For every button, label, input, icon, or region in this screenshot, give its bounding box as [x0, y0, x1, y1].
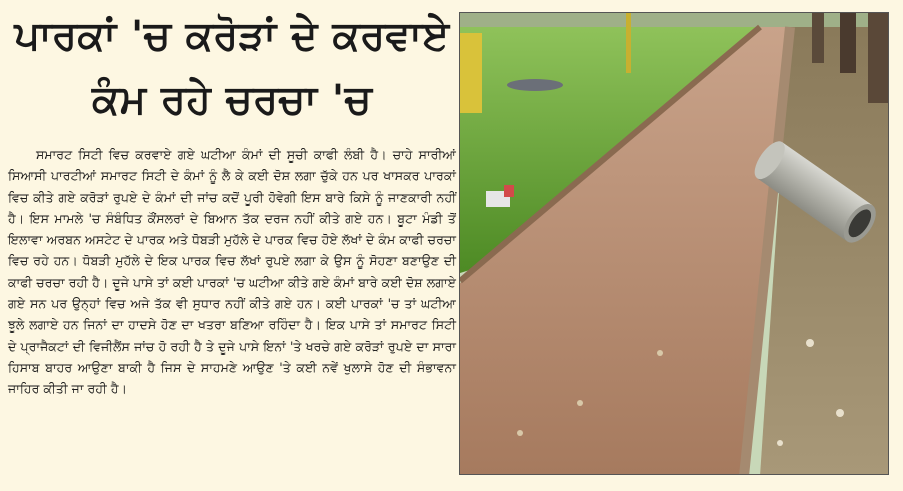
- headline-line-1: ਪਾਰਕਾਂ 'ਚ ਕਰੋੜਾਂ ਦੇ ਕਰਵਾਏ: [14, 13, 450, 59]
- park-photo-illustration: [460, 13, 889, 475]
- headline: [8, 4, 456, 132]
- headline-line-2: ਕੰਮ ਰਹੇ ਚਰਚਾ 'ਚ: [91, 77, 373, 123]
- news-article: [8, 4, 456, 484]
- park-path-photo: [459, 12, 889, 475]
- article-body: ਸਮਾਰਟ ਸਿਟੀ ਵਿਚ ਕਰਵਾਏ ਗਏ ਘਟੀਆ ਕੰਮਾਂ ਦੀ ਸੂਚੀ ਕਾਫੀ ਲੰਬੀ ਹੈ। ਚਾਹੇ ਸਾਰੀਆਂ ਸਿਆਸੀ ਪਾਰਟੀਆਂ ਸਮਾਰਟ ਸਿਟੀ ਦੇ ਕੰਮਾਂ ਨੂੰ ਲੈ ਕੇ ਕਈ ਦੋਸ਼ ਲਗਾ ਚੁੱਕੇ ਹਨ ਪਰ ਖਾਸਕਰ ਪਾਰਕਾਂ ਵਿਚ ਕੀਤੇ ਗਏ ਕਰੋੜਾਂ ਰੁਪਏ ਦੇ ਕੰਮਾਂ ਦੀ ਜਾਂਚ ਕਦੋਂ ਪੂਰੀ ਹੋਵੇਗੀ ਇਸ ਬਾਰੇ ਕਿਸੇ ਨੂੰ ਜਾਣਕਾਰੀ ਨਹੀਂ ਹੈ। ਇਸ ਮਾਮਲੇ 'ਚ ਸੰਬੰਧਿਤ ਕੌਂਸਲਰਾਂ ਦੇ ਬਿਆਨ ਤੱਕ ਦਰਜ ਨਹੀਂ ਕੀਤੇ ਗਏ ਹਨ। ਬੂਟਾ ਮੰਡੀ ਤੋਂ ਇਲਾਵਾ ਅਰਬਨ ਅਸਟੇਟ ਦੇ ਪਾਰਕ ਅਤੇ ਧੋਬੜੀ ਮੁਹੱਲੇ ਦੇ ਪਾਰਕ ਵਿਚ ਹੋਏ ਲੱਖਾਂ ਦੇ ਕੰਮ ਕਾਫੀ ਚਰਚਾ ਵਿਚ ਰਹੇ ਹਨ। ਧੋਬੜੀ ਮੁਹੱਲੇ ਦੇ ਇਕ ਪਾਰਕ ਵਿਚ ਲੱਖਾਂ ਰੁਪਏ ਲਗਾ ਕੇ ਉਸ ਨੂੰ ਸੋਹਣਾ ਬਣਾਉਣ ਦੀ ਕਾਫੀ ਚਰਚਾ ਰਹੀ ਹੈ। ਦੂਜੇ ਪਾਸੇ ਤਾਂ ਕਈ ਪਾਰਕਾਂ 'ਚ ਘਟੀਆ ਕੀਤੇ ਗਏ ਕੰਮਾਂ ਬਾਰੇ ਕਈ ਦੋਸ਼ ਲਗਾਏ ਗਏ ਸਨ ਪਰ ਉਨ੍ਹਾਂ ਵਿਚ ਅਜੇ ਤੱਕ ਵੀ ਸੁਧਾਰ ਨਹੀਂ ਕੀਤੇ ਗਏ ਹਨ। ਕਈ ਪਾਰਕਾਂ 'ਚ ਤਾਂ ਘਟੀਆ ਝੂਲੇ ਲਗਾਏ ਹਨ ਜਿਨਾਂ ਦਾ ਹਾਦਸੇ ਹੋਣ ਦਾ ਖਤਰਾ ਬਣਿਆ ਰਹਿੰਦਾ ਹੈ। ਇਕ ਪਾਸੇ ਤਾਂ ਸਮਾਰਟ ਸਿਟੀ ਦੇ ਪ੍ਰਾਜੈਕਟਾਂ ਦੀ ਵਿਜੀਲੈਂਸ ਜਾਂਚ ਹੋ ਰਹੀ ਹੈ ਤੇ ਦੂਜੇ ਪਾਸੇ ਇਨਾਂ 'ਤੇ ਖਰਚੇ ਗਏ ਕਰੋੜਾਂ ਰੁਪਏ ਦਾ ਸਾਰਾ ਹਿਸਾਬ ਬਾਹਰ ਆਉਣਾ ਬਾਕੀ ਹੈ ਜਿਸ ਦੇ ਸਾਹਮਣੇ ਆਉਣ 'ਤੇ ਕਈ ਨਵੇਂ ਖੁਲਾਸੇ ਹੋਣ ਦੀ ਸੰਭਾਵਨਾ ਜਾਹਿਰ ਕੀਤੀ ਜਾ ਰਹੀ ਹੈ।: [8, 147, 456, 397]
